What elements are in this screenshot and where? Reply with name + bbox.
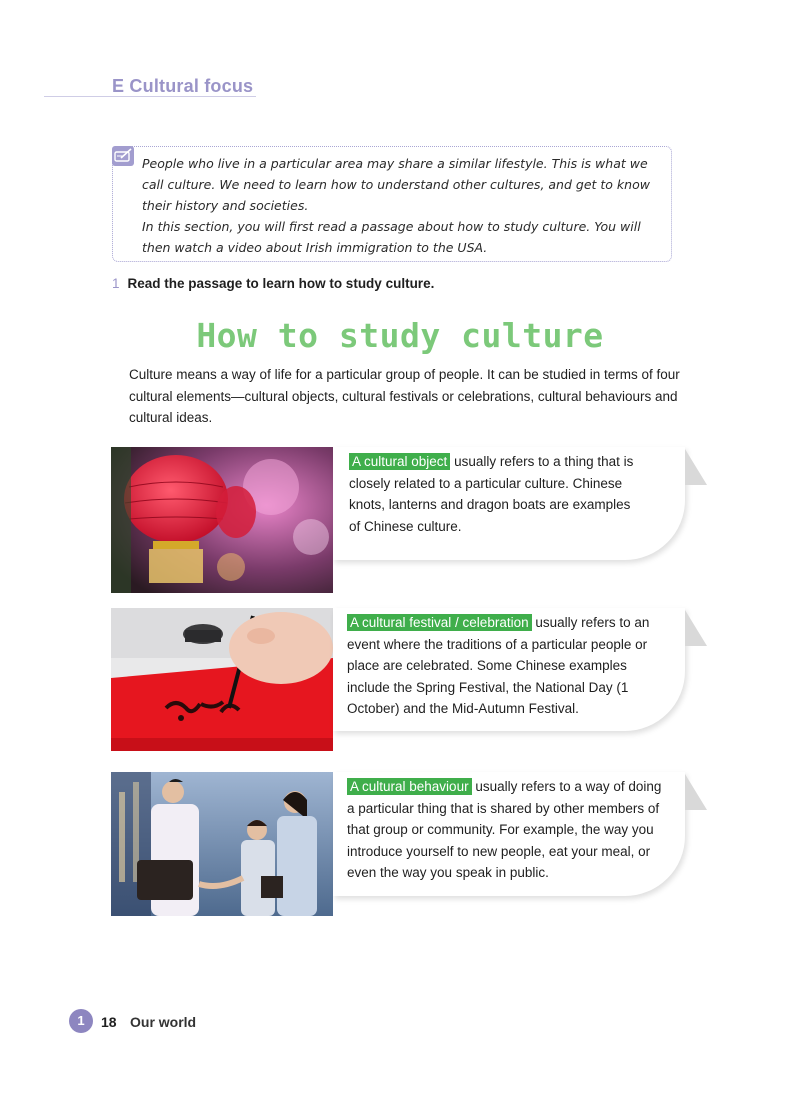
calligraphy-photo (111, 608, 333, 751)
section-heading (112, 76, 253, 97)
card-text-cultural-object (349, 451, 639, 537)
unit-title: Our world (130, 1014, 197, 1030)
section-label: E (112, 76, 125, 96)
task-instruction (112, 276, 434, 291)
card-body: usually refers to a way of doing a particular thing that is shared by other members of that group or community. For example, the way you introduce yourself to new people, eat your meal, or even the way you speak in public. (347, 779, 662, 880)
red-lanterns-photo (111, 447, 333, 593)
card-body: usually refers to an event where the traditions of a particular people or place are celebrated. Some Chinese examples include the Spring Festival, the National Day (1 October) and the Mid-Autumn Festival. (347, 615, 650, 716)
card-body: usually refers to a thing that is closely related to a particular culture. Chinese knots, lanterns and dragon boats are examples of Chinese culture. (349, 454, 634, 534)
passage-title: How to study culture (196, 316, 604, 355)
card-text-cultural-behaviour (347, 776, 665, 884)
passage-intro: Culture means a way of life for a particular group of people. It can be studied in terms of four cultural elements—cultural objects, cultural festivals or celebrations, cultural behaviours and cultural ideas. (129, 367, 680, 425)
section-title: Cultural focus (129, 76, 254, 96)
card-fold (685, 610, 707, 646)
unit-number-badge: 1 (69, 1009, 93, 1033)
tag-cultural-behaviour: A cultural behaviour (347, 778, 472, 795)
card-text-cultural-festival (347, 612, 665, 720)
page-number: 18 (101, 1014, 117, 1030)
tag-cultural-object: A cultural object (349, 453, 450, 470)
card-fold (685, 449, 707, 485)
intro-text (142, 153, 654, 258)
task-number: 1 (112, 276, 120, 291)
handshake-photo (111, 772, 333, 916)
pencil-note-icon (112, 146, 134, 166)
heading-divider (44, 96, 256, 97)
tag-cultural-festival: A cultural festival / celebration (347, 614, 532, 631)
task-text: Read the passage to learn how to study culture. (127, 276, 435, 291)
card-fold (685, 774, 707, 810)
intro-paragraph-1: People who live in a particular area may share a similar lifestyle. This is what we call culture. We need to learn how to understand other cultures, and get to know their history and societies. (142, 156, 650, 213)
intro-paragraph-2: In this section, you will first read a passage about how to study culture. You will then watch a video about Irish immigration to the USA. (142, 219, 641, 255)
